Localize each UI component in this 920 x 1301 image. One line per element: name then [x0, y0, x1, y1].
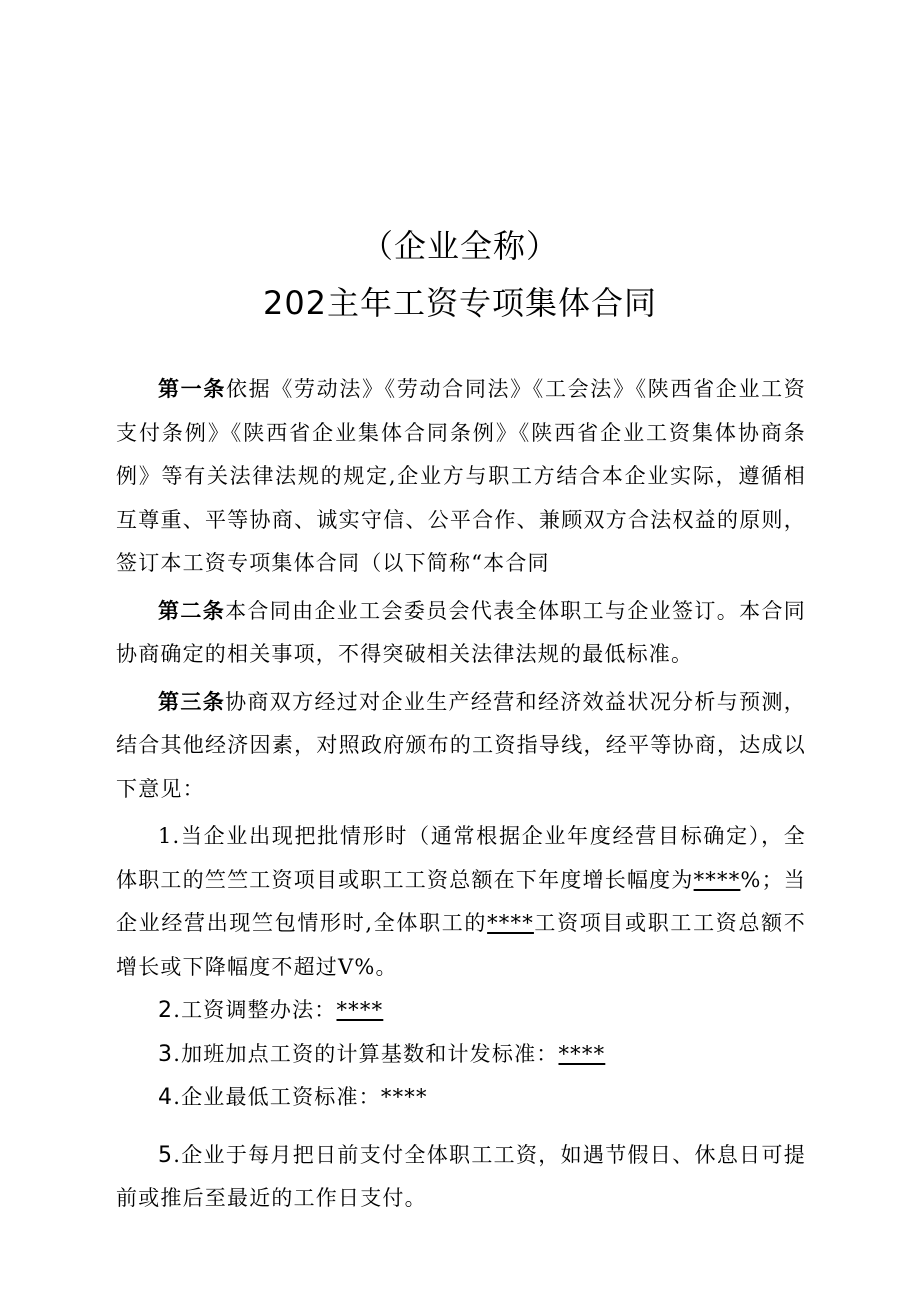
article-1-label: 第一条 — [158, 377, 226, 401]
article-2-text: 本合同由企业工会委员会代表全体职工与企业签订。本合同协商确定的相关事项，不得突破相关法律法规的最低标准。 — [116, 598, 806, 666]
article-1-text: 依据《劳动法》《劳动合同法》《工会法》《陕西省企业工资支付条例》《陕西省企业集体合同条例》《陕西省企业工资集体协商条例》等有关法律法规的规定,企业方与职工方结合本企业实际，遵循相互尊重、平等协商、诚实守信、公平合作、兼顾双方合法权益的原则，签订本工资专项集体合同（以下简称“本合同 — [116, 377, 806, 575]
item-1-part1: 1.当企业出现把批情形时（通常根据企业年度经营目标确定），全体职工的竺竺工资项目或职工工资总额在下年度增长幅度为 — [116, 824, 806, 892]
item-4-text: .企业最低工资标准： — [173, 1085, 381, 1109]
item-5-number: 5 — [158, 1142, 174, 1168]
company-name-title: （企业全称） — [360, 227, 559, 265]
item-4-blank: **** — [380, 1085, 428, 1109]
contract-body — [116, 368, 806, 1221]
item-3-blank: **** — [558, 1041, 606, 1066]
contract-title: 202主年工资专项集体合同 — [262, 284, 658, 322]
article-3-label: 第三条 — [158, 689, 226, 714]
item-2-text: .工资调整办法： — [173, 998, 337, 1022]
item-3 — [116, 1033, 806, 1077]
article-3-text: 协商双方经过对企业生产经营和经济效益状况分析与预测，结合其他经济因素，对照政府颁布的工资指导线，经平等协商，达成以下意见： — [116, 689, 806, 801]
article-2-label: 第二条 — [158, 598, 226, 623]
item-1-part3: 工资项目或职工工资总额不增长或下降幅度不超过V%。 — [116, 911, 806, 979]
item-3-text: .加班加点工资的计算基数和计发标准： — [173, 1041, 559, 1066]
item-1-part2: %；当企业经营出现竺包情形时,全体职工的 — [116, 867, 806, 935]
item-2 — [116, 989, 806, 1033]
item-4 — [116, 1076, 806, 1120]
item-5-text: .企业于每月把日前支付全体职工工资，如遇节假日、休息日可提前或推后至最近的工作日支付。 — [116, 1142, 806, 1210]
item-1-blank1: **** — [693, 867, 741, 892]
item-1-blank2: **** — [487, 911, 534, 935]
item-2-number: 2 — [158, 998, 174, 1023]
item-3-number: 3 — [158, 1041, 174, 1067]
item-4-number: 4 — [158, 1085, 174, 1110]
item-1 — [116, 815, 806, 989]
article-3 — [116, 681, 806, 812]
article-1 — [116, 368, 806, 586]
item-2-blank: **** — [336, 998, 384, 1022]
article-2 — [116, 590, 806, 677]
item-5 — [116, 1134, 806, 1221]
